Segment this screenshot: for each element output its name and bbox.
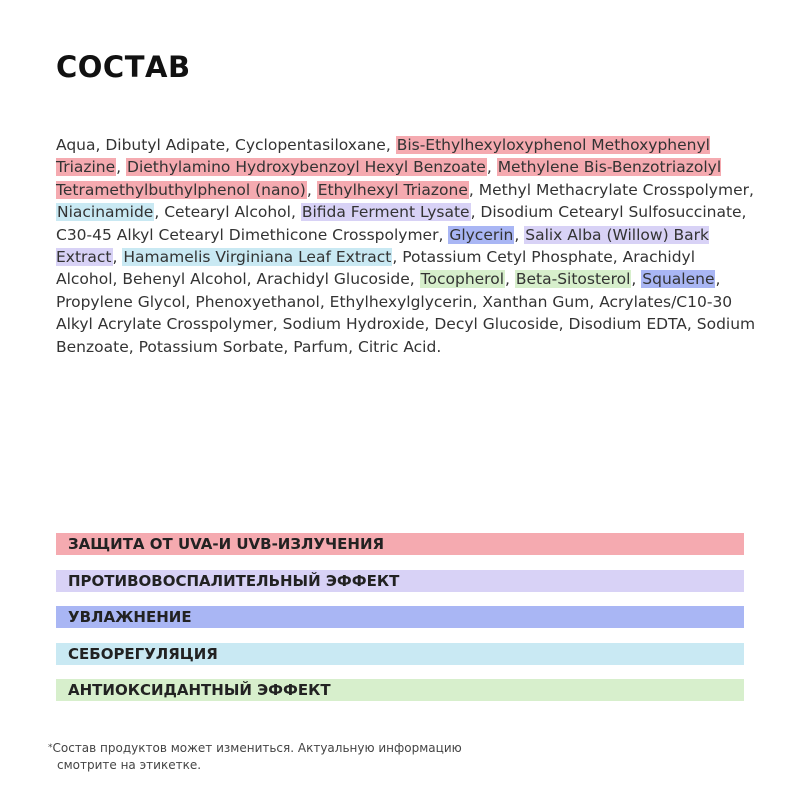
ingredient-text: , [514,225,525,244]
ingredient-highlight-antiox: Beta-Sitosterol [515,270,631,289]
ingredient-text: , [505,270,515,289]
ingredients-list [56,134,760,358]
page-title: СОСТАВ [56,50,191,84]
ingredient-highlight-anti: Salix Alba (Willow) Bark Extract [56,225,710,267]
ingredient-highlight-sebo: Hamamelis Virginiana Leaf Extract [123,248,392,267]
ingredient-highlight-moist: Glycerin [449,225,514,244]
ingredient-highlight-uv: Methylene Bis-Benzotriazolyl Tetramethylbuthylphenol (nano) [56,158,722,199]
ingredient-text: , Methyl Methacrylate Crosspolymer, [468,180,754,199]
ingredient-text: , Propylene Glycol, Phenoxyethanol, Ethylhexylglycerin, Xanthan Gum, Acrylates/C10-30 Alkyl Acrylate Crosspolymer, Sodium Hydroxide, Decyl Glucoside, Disodium EDTA, Sodium Benzoate, Potassium Sorbate, Parfum, Citric Acid. [56,270,756,356]
ingredient-highlight-moist: Squalene [642,270,715,289]
ingredient-highlight-uv: Bis-Ethylhexyloxyphenol Methoxyphenyl Triazine [56,136,710,177]
ingredient-text: Aqua, Dibutyl Adipate, Cyclopentasiloxane, [56,136,396,154]
footnote-line-1: Состав продуктов может измениться. Актуальную информацию [52,741,462,755]
ingredient-text: , Disodium Cetearyl Sulfosuccinate, C30-45 Alkyl Cetearyl Dimethicone Crosspolymer, [56,203,747,244]
legend-uv-protection: ЗАЩИТА ОТ UVA-И UVB-ИЗЛУЧЕНИЯ [56,533,744,555]
ingredient-highlight-sebo: Niacinamide [57,203,154,222]
footnote-asterisk: * [48,743,53,753]
ingredient-highlight-uv: Ethylhexyl Triazone [317,180,468,199]
legend-sebum-regulation: СЕБОРЕГУЛЯЦИЯ [56,643,744,665]
ingredient-highlight-antiox: Tocopherol [420,270,504,289]
footnote-line-2: смотрите на этикетке. [57,758,202,772]
footnote [48,740,508,774]
legend-moisturizing: УВЛАЖНЕНИЕ [56,606,744,628]
ingredient-text: , [112,248,123,267]
legend-antioxidant: АНТИОКСИДАНТНЫЙ ЭФФЕКТ [56,679,744,701]
ingredient-highlight-anti: Bifida Ferment Lysate [301,203,470,222]
ingredient-text: , [306,180,317,199]
ingredient-text: , [116,158,127,177]
ingredient-text: , Cetearyl Alcohol, [154,203,301,222]
ingredient-text: , Potassium Cetyl Phosphate, Arachidyl Alcohol, Behenyl Alcohol, Arachidyl Glucoside, [56,248,696,289]
ingredient-text: , [631,270,642,289]
ingredient-text: , [486,158,497,177]
legend-anti-inflammatory: ПРОТИВОВОСПАЛИТЕЛЬНЫЙ ЭФФЕКТ [56,570,744,592]
ingredient-highlight-uv: Diethylamino Hydroxybenzoyl Hexyl Benzoate [127,158,486,177]
